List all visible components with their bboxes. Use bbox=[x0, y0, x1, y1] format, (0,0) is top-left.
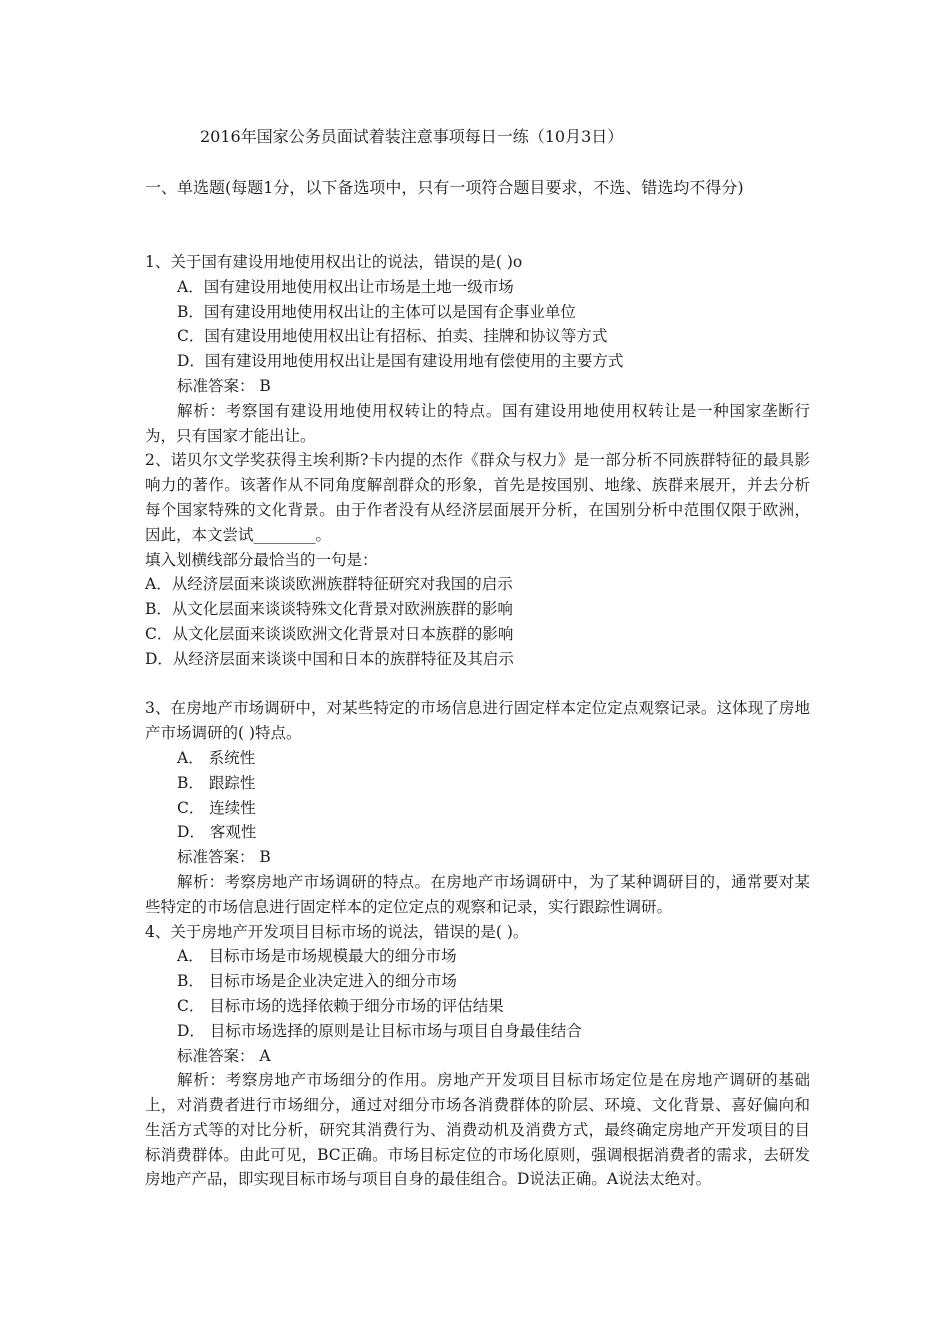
option-d: D．国有建设用地使用权出让是国有建设用地有偿使用的主要方式 bbox=[177, 352, 624, 371]
option-c: C．从文化层面来谈谈欧洲文化背景对日本族群的影响 bbox=[145, 624, 514, 643]
question-stem: 1、关于国有建设用地使用权出让的说法，错误的是( )o bbox=[145, 253, 523, 271]
spacer bbox=[145, 672, 810, 697]
question-4 bbox=[145, 920, 810, 1193]
answer: 标准答案： B bbox=[177, 376, 271, 395]
option-a: A． 目标市场是市场规模最大的细分市场 bbox=[177, 947, 457, 966]
question-1 bbox=[145, 250, 810, 448]
question-2 bbox=[145, 448, 810, 671]
section-heading: 一、单选题(每题1分，以下备选项中，只有一项符合题目要求，不选、错选均不得分) bbox=[145, 178, 744, 197]
option-a: A．从经济层面来谈谈欧洲族群特征研究对我国的启示 bbox=[145, 575, 513, 594]
option-c: C． 连续性 bbox=[177, 798, 256, 817]
question-stem: 3、在房地产市场调研中，对某些特定的市场信息进行固定样本定位定点观察记录。这体现了房地产市场调研的( )特点。 bbox=[145, 699, 810, 743]
option-b: B．从文化层面来谈谈特殊文化背景对欧洲族群的影响 bbox=[145, 600, 513, 619]
option-c: C．国有建设用地使用权出让有招标、拍卖、挂牌和协议等方式 bbox=[177, 327, 608, 346]
analysis: 解析：考察房地产市场细分的作用。房地产开发项目目标市场定位是在房地产调研的基础上，对消费者进行市场细分，通过对细分市场各消费群体的阶层、环境、文化背景、喜好偏向和生活方式等的对比分析，研究其消费行为、消费动机及消费方式，最终确定房地产开发项目的目标消费群体。由此可见，BC正确。市场目标定位的市场化原则，强调根据消费者的需求，去研发房地产产品，即实现目标市场与项目自身的最佳组合。D说法正确。A说法太绝对。 bbox=[145, 1071, 810, 1189]
option-b: B． 目标市场是企业决定进入的细分市场 bbox=[177, 972, 457, 991]
option-c: C． 目标市场的选择依赖于细分市场的评估结果 bbox=[177, 996, 504, 1015]
answer: 标准答案： B bbox=[177, 848, 271, 867]
analysis: 解析：考察国有建设用地使用权转让的特点。国有建设用地使用权转让是一种国家垄断行为，只有国家才能出让。 bbox=[145, 401, 810, 445]
question-prompt: 填入划横线部分最恰当的一句是： bbox=[145, 550, 378, 569]
analysis: 解析：考察房地产市场调研的特点。在房地产市场调研中，为了某种调研目的，通常要对某些特定的市场信息进行固定样本的定位定点的观察和记录，实行跟踪性调研。 bbox=[145, 872, 810, 916]
question-stem: 2、诺贝尔文学奖获得主埃利斯?卡内提的杰作《群众与权力》是一部分析不同族群特征的最具影响力的著作。该著作从不同角度解剖群众的形象，首先是按国别、地缘、族群来展开，并去分析每个国家特殊的文化背景。由于作者没有从经济层面展开分析，在国别分析中范围仅限于欧洲，因此，本文尝试________。 bbox=[145, 451, 810, 544]
question-stem: 4、关于房地产开发项目目标市场的说法，错误的是( )。 bbox=[145, 922, 529, 941]
document-title: 2016年国家公务员面试着装注意事项每日一练（10月3日） bbox=[200, 127, 624, 146]
option-a: A． 系统性 bbox=[177, 748, 256, 767]
option-d: D． 目标市场选择的原则是让目标市场与项目自身最佳结合 bbox=[177, 1021, 582, 1040]
option-d: D．从经济层面来谈谈中国和日本的族群特征及其启示 bbox=[145, 649, 514, 668]
question-3 bbox=[145, 696, 810, 919]
option-b: B．国有建设用地使用权出让的主体可以是国有企事业单位 bbox=[177, 302, 576, 321]
option-b: B． 跟踪性 bbox=[177, 773, 256, 792]
option-a: A．国有建设用地使用权出让市场是土地一级市场 bbox=[177, 277, 514, 296]
option-d: D． 客观性 bbox=[177, 823, 257, 842]
document-body bbox=[145, 250, 810, 1192]
answer: 标准答案： A bbox=[177, 1046, 271, 1065]
